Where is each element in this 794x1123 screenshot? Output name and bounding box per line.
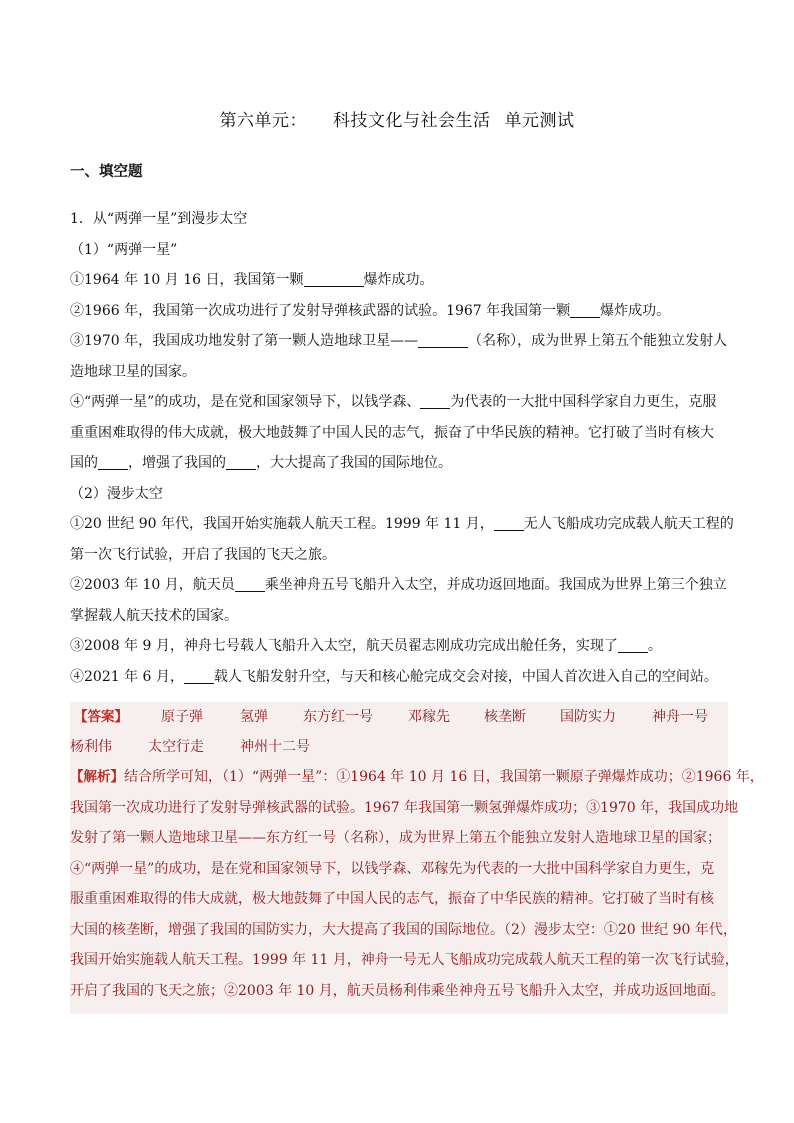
fill-blank[interactable] — [570, 302, 600, 318]
explanation-line: 我国第一次成功进行了发射导弹核武器的试验。1967 年我国第一颗氢弹爆炸成功；③1970 年，我国成功地 — [70, 799, 739, 816]
question-title: 1．从“两弹一星”到漫步太空 — [70, 211, 248, 227]
fill-blank[interactable] — [184, 668, 214, 684]
fill-blank[interactable] — [494, 515, 524, 531]
question-line-3: ③1970 年，我国成功地发射了第一颗人造地球卫星—— （名称），成为世界上第五个能独立发射人 — [70, 333, 728, 349]
answer-item: 东方红一号 — [303, 709, 373, 725]
question-line-6: ②2003 年 10 月，航天员 乘坐神舟五号飞船升入太空，并成功返回地面。我国成为世界上第三个独立 — [70, 577, 727, 593]
answer-item: 原子弹 — [161, 709, 203, 725]
explanation-label: 【解析】 — [70, 769, 124, 785]
answer-item: 杨利伟 — [70, 739, 112, 755]
question-line-1: ①1964 年 10 月 16 日，我国第一颗 爆炸成功。 — [70, 272, 434, 288]
explanation-line: 【解析】结合所学可知，（1）“两弹一星”：①1964 年 10 月 16 日，我国第一颗原子弹爆炸成功；②1966 年， — [70, 769, 764, 785]
question-line-4-end: 国的 ，增强了我国的 ，大大提高了我国的国际地位。 — [70, 455, 452, 471]
answer-item: 太空行走 — [148, 739, 204, 755]
question-line-4: ④“两弹一星”的成功，是在党和国家领导下，以钱学森、 为代表的一大批中国科学家自力更生，克服 — [70, 394, 717, 410]
title-topic: 科技文化与社会生活 — [333, 111, 491, 131]
explanation-line: 开启了我国的飞天之旅；②2003 年 10 月，航天员杨利伟乘坐神舟五号飞船升入太空，并成功返回地面。 — [70, 982, 725, 999]
explanation-line: 大国的核垄断，增强了我国的国防实力，大大提高了我国的国际地位。（2）漫步太空：①20 世纪 90 年代， — [70, 921, 737, 938]
answer-label: 【答案】 — [74, 709, 128, 725]
section-heading: 一、填空题 — [70, 164, 143, 180]
explanation-line: 服重重困难取得的伟大成就，极大地鼓舞了中国人民的志气，振奋了中华民族的精神。它打破了当时有核 — [70, 891, 714, 907]
question-line-6-cont: 掌握载人航天技术的国家。 — [70, 607, 238, 624]
question-line-8: ④2021 年 6 月， 载人飞船发射升空，与天和核心舱完成交会对接，中国人首次进入自己的空间站。 — [70, 668, 718, 685]
question-line-5-cont: 第一次飞行试验，开启了我国的飞天之旅。 — [70, 546, 336, 563]
question-line-2: ②1966 年，我国第一次成功进行了发射导弹核武器的试验。1967 年我国第一颗 爆炸成功。 — [70, 302, 671, 319]
title-test: 单元测试 — [504, 111, 575, 131]
answer-item: 氢弹 — [240, 709, 268, 725]
subsection-heading-1: （1）“两弹一星” — [70, 241, 178, 258]
fill-blank[interactable] — [304, 271, 364, 287]
question-line-3-cont: 造地球卫星的国家。 — [70, 363, 196, 380]
question-line-5: ①20 世纪 90 年代，我国开始实施载人航天工程。1999 年 11 月， 无人飞船成功完成载人航天工程的 — [70, 516, 734, 532]
answer-item: 神州十二号 — [240, 739, 310, 755]
answer-item: 核垄断 — [484, 709, 526, 725]
question-body — [70, 204, 734, 692]
answer-row-2 — [70, 732, 728, 762]
fill-blank[interactable] — [226, 454, 256, 470]
explanation-line: 我国开始实施载人航天工程。1999 年 11 月，神舟一号无人飞船成功完成载人航天工程的第一次飞行试验， — [70, 952, 739, 968]
answer-item: 国防实力 — [560, 709, 616, 725]
fill-blank[interactable] — [420, 393, 450, 409]
subsection-heading-2: （2）漫步太空 — [70, 485, 163, 502]
answer-item: 邓稼先 — [408, 709, 450, 725]
fill-blank[interactable] — [98, 454, 128, 470]
explanation-line: ④“两弹一星”的成功，是在党和国家领导下，以钱学森、邓稼先为代表的一大批中国科学家自力更生，克 — [70, 860, 715, 877]
fill-blank[interactable] — [418, 332, 468, 348]
question-line-7: ③2008 年 9 月，神舟七号载人飞船升入太空，航天员翟志刚成功完成出舱任务，实现了 。 — [70, 638, 662, 654]
answer-row-1 — [70, 702, 728, 732]
fill-blank[interactable] — [235, 576, 265, 592]
answer-item: 神舟一号 — [652, 709, 708, 725]
title-unit: 第六单元： — [219, 111, 307, 131]
fill-blank[interactable] — [618, 637, 648, 653]
page-title — [0, 106, 794, 131]
explanation-block — [70, 762, 764, 1006]
explanation-line: 发射了第一颗人造地球卫星——东方红一号（名称），成为世界上第五个能独立发射人造地球卫星的国家； — [70, 830, 721, 846]
question-line-4-cont: 重重困难取得的伟大成就，极大地鼓舞了中国人民的志气，振奋了中华民族的精神。它打破了当时有核大 — [70, 424, 714, 441]
answer-panel — [70, 702, 764, 1014]
